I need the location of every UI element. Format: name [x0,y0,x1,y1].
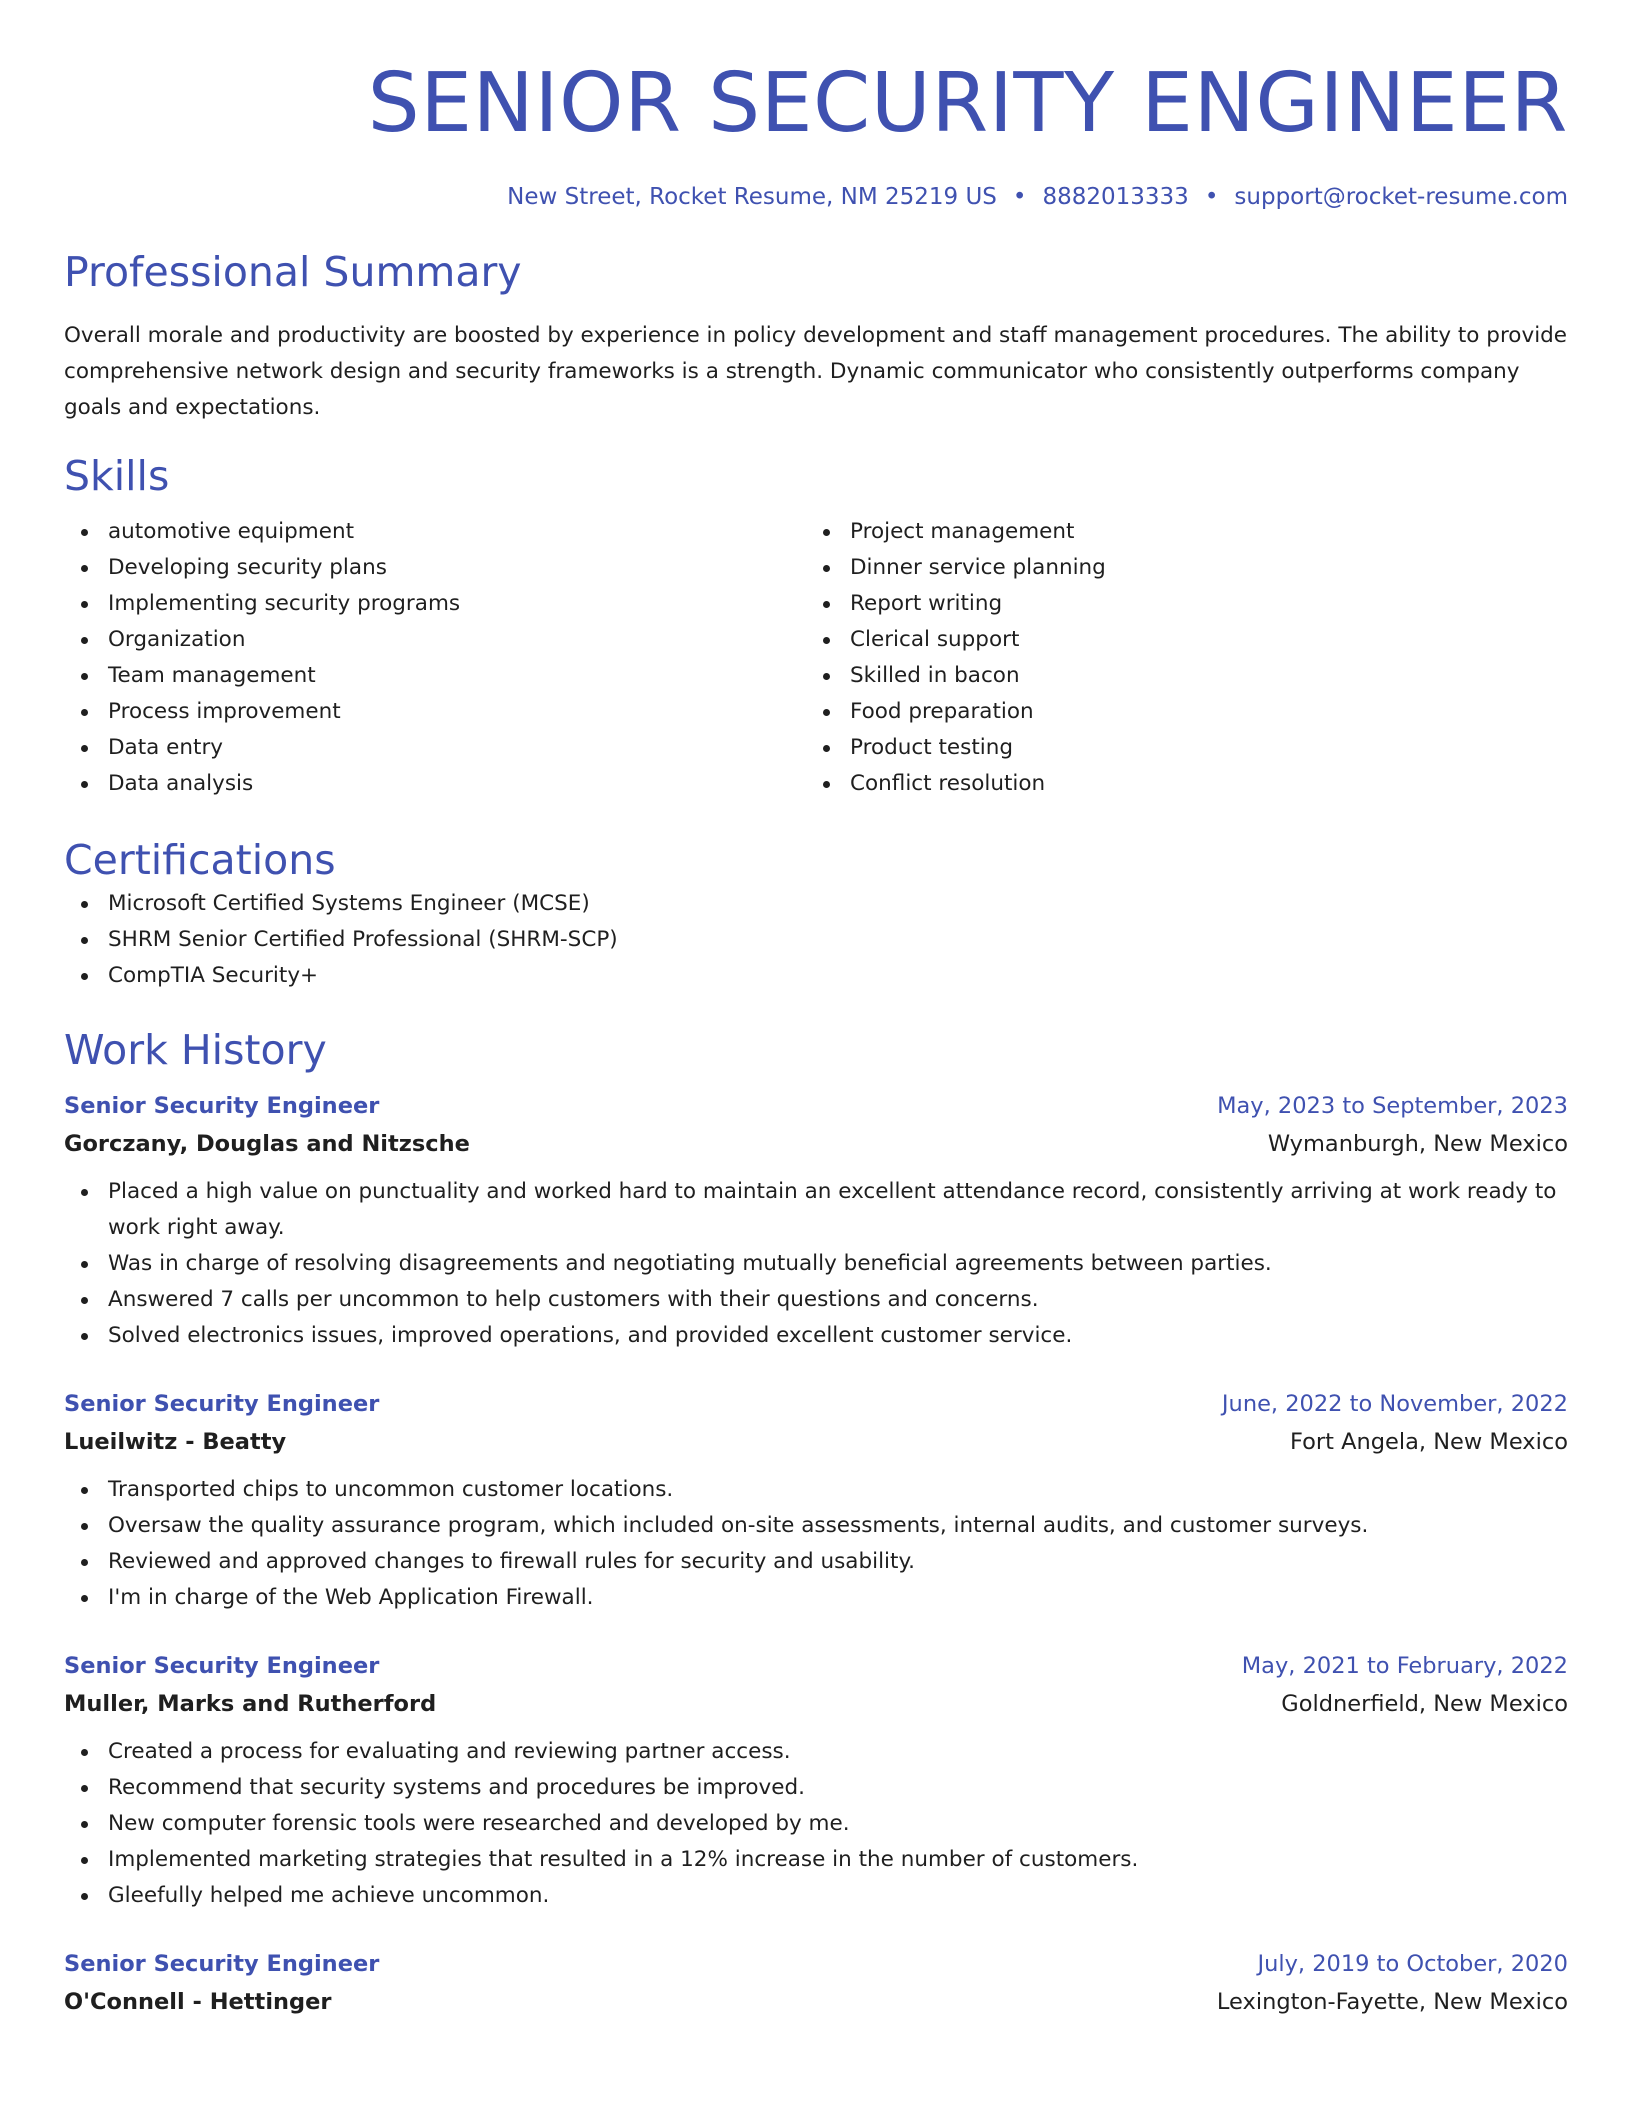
job-responsibilities [64,1472,1568,1616]
responsibility-item: Created a process for evaluating and reviewing partner access. [64,1734,1568,1770]
skill-item: Food preparation [806,694,1548,730]
job-dates: June, 2022 to November, 2022 [1221,1391,1568,1417]
contact-separator: • [1012,184,1027,210]
job-entry [64,1090,1568,1354]
job-title: Senior Security Engineer [64,1951,380,1977]
job-company-row [64,1420,1568,1460]
job-header-row [64,1650,1568,1682]
certifications-heading: Certifications [64,836,336,884]
job-location: Wymanburgh, New Mexico [1267,1131,1568,1157]
skills-list [64,514,1568,802]
job-location: Fort Angela, New Mexico [1289,1429,1568,1455]
resume-page [64,0,1568,2020]
responsibility-item: Transported chips to uncommon customer locations. [64,1472,1568,1508]
contact-separator: • [1204,184,1219,210]
job-company-row [64,1980,1568,2020]
contact-phone[interactable]: 8882013333 [1042,184,1189,210]
skill-item: Data analysis [64,766,806,802]
skills-column-right [806,514,1548,802]
responsibility-item: Answered 7 calls per uncommon to help customers with their questions and concerns. [64,1282,1568,1318]
skill-item: Team management [64,658,806,694]
skill-item: Implementing security programs [64,586,806,622]
contact-line [64,182,1568,212]
responsibility-item: Placed a high value on punctuality and worked hard to maintain an excellent attendance record, consistently arriving at work ready to work right away. [64,1174,1568,1246]
job-title: Senior Security Engineer [64,1391,380,1417]
responsibility-item: Oversaw the quality assurance program, which included on-site assessments, internal audits, and customer surveys. [64,1508,1568,1544]
job-header-row [64,1388,1568,1420]
skill-item: Clerical support [806,622,1548,658]
certifications-list [64,886,1568,994]
skill-item: Conflict resolution [806,766,1548,802]
skills-column-left [64,514,806,802]
job-entry [64,1948,1568,2020]
job-company: Gorczany, Douglas and Nitzsche [64,1131,470,1157]
skill-item: Process improvement [64,694,806,730]
skill-item: Report writing [806,586,1548,622]
job-company: O'Connell - Hettinger [64,1989,332,2015]
job-title: Senior Security Engineer [64,1653,380,1679]
job-responsibilities [64,1174,1568,1354]
job-dates: July, 2019 to October, 2020 [1257,1951,1568,1977]
contact-email[interactable]: support@rocket-resume.com [1234,184,1568,210]
responsibility-item: Solved electronics issues, improved operations, and provided excellent customer service. [64,1318,1568,1354]
job-dates: May, 2023 to September, 2023 [1217,1093,1568,1119]
skill-item: Skilled in bacon [806,658,1548,694]
summary-heading: Professional Summary [64,248,522,296]
responsibility-item: Recommend that security systems and procedures be improved. [64,1770,1568,1806]
job-entry [64,1650,1568,1914]
skill-item: Data entry [64,730,806,766]
job-company: Muller, Marks and Rutherford [64,1691,437,1717]
skill-item: Organization [64,622,806,658]
responsibility-item: Gleefully helped me achieve uncommon. [64,1878,1568,1914]
skill-item: Project management [806,514,1548,550]
skills-heading: Skills [64,452,170,500]
skill-item: Product testing [806,730,1548,766]
responsibility-item: New computer forensic tools were researched and developed by me. [64,1806,1568,1842]
job-company: Lueilwitz - Beatty [64,1429,287,1455]
job-entry [64,1388,1568,1616]
job-title: Senior Security Engineer [64,1093,380,1119]
resume-header [64,0,1568,212]
job-company-row [64,1122,1568,1162]
certification-item: CompTIA Security+ [64,958,1568,994]
certification-item: Microsoft Certified Systems Engineer (MCSE) [64,886,1568,922]
job-header-row [64,1948,1568,1980]
responsibility-item: Reviewed and approved changes to firewall rules for security and usability. [64,1544,1568,1580]
skill-item: Dinner service planning [806,550,1548,586]
responsibility-item: Implemented marketing strategies that resulted in a 12% increase in the number of customers. [64,1842,1568,1878]
responsibility-item: Was in charge of resolving disagreements and negotiating mutually beneficial agreements between parties. [64,1246,1568,1282]
responsibility-item: I'm in charge of the Web Application Firewall. [64,1580,1568,1616]
job-title-heading: SENIOR SECURITY ENGINEER [367,56,1568,151]
work-history-heading: Work History [64,1026,327,1074]
job-dates: May, 2021 to February, 2022 [1241,1653,1568,1679]
job-responsibilities [64,1734,1568,1914]
job-location: Lexington-Fayette, New Mexico [1216,1989,1568,2015]
skill-item: Developing security plans [64,550,806,586]
job-company-row [64,1682,1568,1722]
contact-address: New Street, Rocket Resume, NM 25219 US [507,184,997,210]
certification-item: SHRM Senior Certified Professional (SHRM-SCP) [64,922,1568,958]
summary-text: Overall morale and productivity are boosted by experience in policy development and staff management procedures. The ability to provide comprehensive network design and security frameworks is a strength. Dynamic communicator who consistently outperforms company goals and expectations. [64,323,1568,420]
job-location: Goldnerfield, New Mexico [1281,1691,1568,1717]
skill-item: automotive equipment [64,514,806,550]
job-header-row [64,1090,1568,1122]
